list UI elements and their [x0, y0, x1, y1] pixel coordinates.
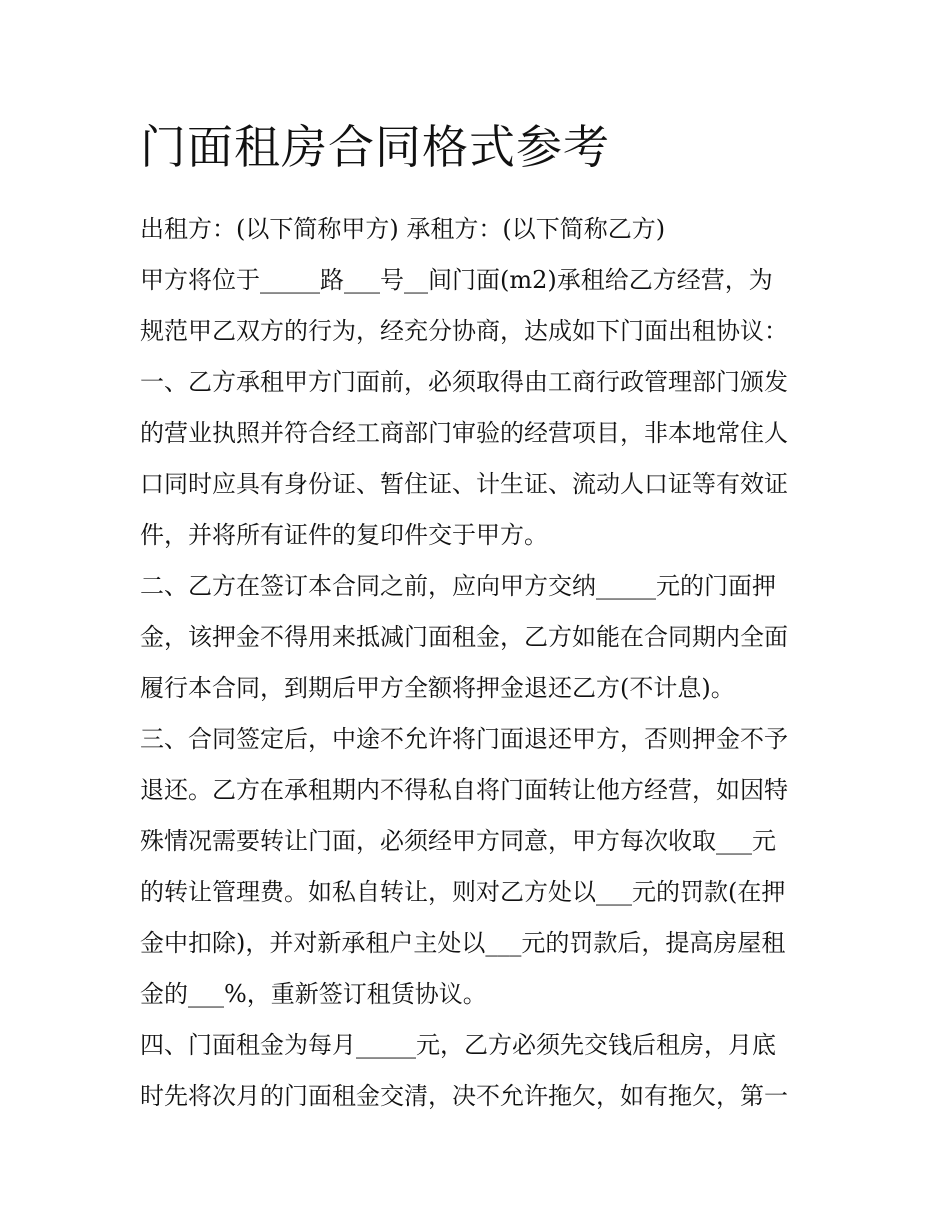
body-line: 甲方将位于_____路___号__间门面(m2)承租给乙方经营，为 — [140, 266, 773, 294]
body-line: 履行本合同，到期后甲方全额将押金退还乙方(不计息)。 — [140, 674, 735, 702]
body-line: 件，并将所有证件的复印件交于甲方。 — [140, 521, 548, 549]
body-line: 三、合同签定后，中途不允许将门面退还甲方，否则押金不予 — [140, 725, 788, 753]
document-page — [140, 112, 820, 1122]
document-body — [140, 204, 820, 1122]
body-line: 一、乙方承租甲方门面前，必须取得由工商行政管理部门颁发 — [140, 368, 788, 396]
body-line: 四、门面租金为每月_____元，乙方必须先交钱后租房，月底 — [140, 1031, 776, 1059]
body-line: 口同时应具有身份证、暂住证、计生证、流动人口证等有效证 — [140, 470, 788, 498]
body-line: 金中扣除)，并对新承租户主处以___元的罚款后，提高房屋租 — [140, 929, 786, 957]
body-line: 规范甲乙双方的行为，经充分协商，达成如下门面出租协议： — [140, 317, 788, 345]
body-line: 二、乙方在签订本合同之前，应向甲方交纳_____元的门面押 — [140, 572, 776, 600]
body-line: 殊情况需要转让门面，必须经甲方同意，甲方每次收取___元 — [140, 827, 776, 855]
body-line: 时先将次月的门面租金交清，决不允许拖欠，如有拖欠，第一 — [140, 1082, 788, 1110]
document-title: 门面租房合同格式参考 — [140, 120, 610, 174]
body-line: 出租方：(以下简称甲方) 承租方：(以下简称乙方) — [140, 215, 666, 243]
body-line: 的营业执照并符合经工商部门审验的经营项目，非本地常住人 — [140, 419, 788, 447]
body-line: 金的___%，重新签订租赁协议。 — [140, 980, 487, 1008]
body-line: 退还。乙方在承租期内不得私自将门面转让他方经营，如因特 — [140, 776, 788, 804]
body-line: 的转让管理费。如私自转让，则对乙方处以___元的罚款(在押 — [140, 878, 786, 906]
body-line: 金，该押金不得用来抵减门面租金，乙方如能在合同期内全面 — [140, 623, 788, 651]
